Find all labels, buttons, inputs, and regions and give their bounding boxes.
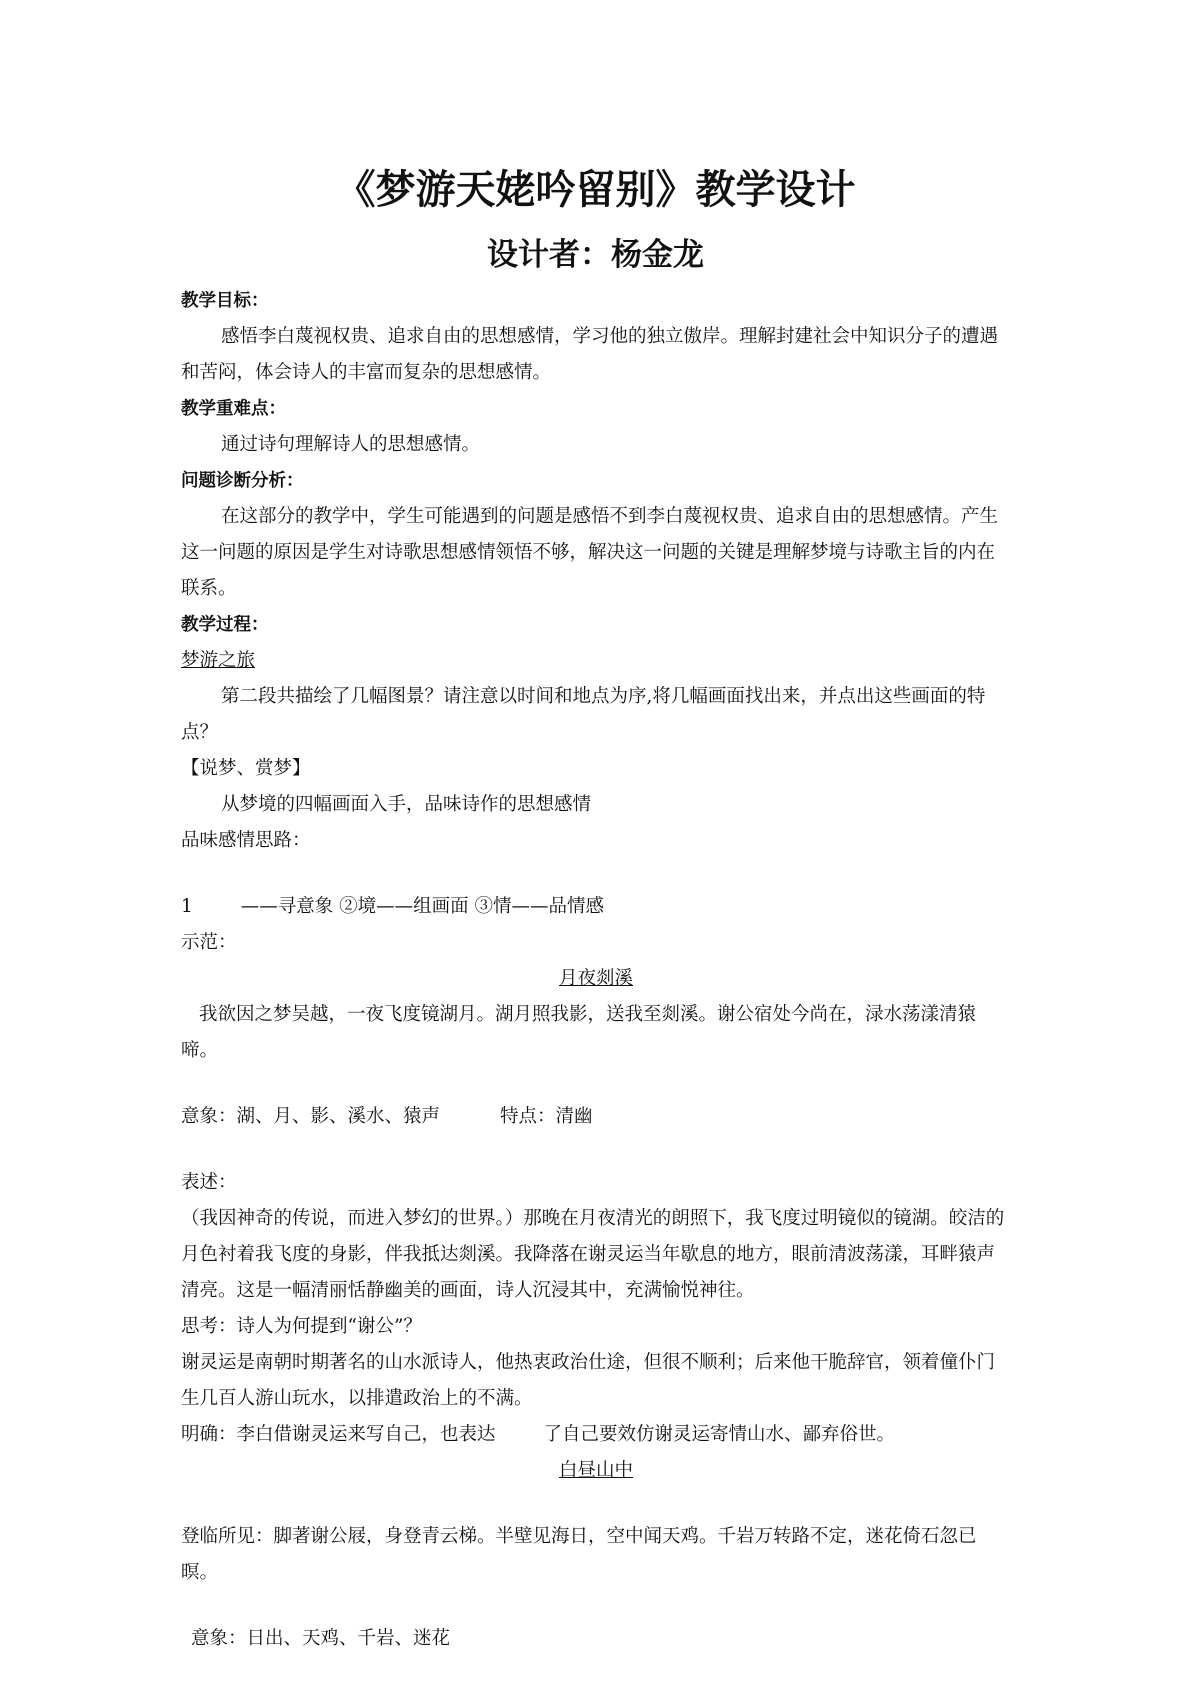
mingque-a: 明确：李白借谢灵运来写自己，也表达 xyxy=(181,1424,496,1445)
goal-text: 感悟李白蔑视权贵、追求自由的思想感情，学习他的独立傲岸。理解封建社会中知识分子的遭遇和苦闷，体会诗人的丰富而复杂的思想感情。 xyxy=(181,326,999,383)
scene1-text: 我欲因之梦吴越，一夜飞度镜湖月。湖月照我影，送我至剡溪。谢公宿处今尚在，渌水荡漾清猿啼。 xyxy=(181,1004,977,1061)
document-author: 设计者：杨金龙 xyxy=(487,237,704,273)
dream-trip-label: 梦游之旅 xyxy=(181,650,256,671)
pinwei-label: 品味感情思路： xyxy=(181,830,311,851)
spacer xyxy=(181,859,1011,889)
steps-number: 1 xyxy=(181,896,193,917)
diagnosis-heading: 问题诊断分析： xyxy=(181,471,304,491)
spacer xyxy=(181,1069,1011,1099)
key-text: 通过诗句理解诗人的思想感情。 xyxy=(221,434,481,455)
shuomeng-heading: 【说梦、赏梦】 xyxy=(181,758,311,779)
steps-line xyxy=(181,889,1011,925)
biaoshu-label: 表述： xyxy=(181,1172,237,1193)
spacer xyxy=(181,1591,1011,1621)
scene1-title: 月夜剡溪 xyxy=(558,968,633,989)
document-title: 《梦游天姥吟留别》教学设计 xyxy=(335,167,856,213)
scene1-images: 意象：湖、月、影、溪水、猿声 xyxy=(181,1106,441,1127)
xie-text: 谢灵运是南朝时期著名的山水派诗人，他热衷政治仕途，但很不顺利；后来他干脆辞官，领着僮仆门生几百人游山玩水，以排遣政治上的不满。 xyxy=(181,1352,996,1409)
mingque-line xyxy=(181,1417,1011,1453)
key-heading: 教学重难点： xyxy=(181,399,286,419)
scene2-text: 登临所见：脚著谢公屐，身登青云梯。半壁见海日，空中闻天鸡。千岩万转路不定，迷花倚石忽已暝。 xyxy=(181,1526,977,1583)
spacer xyxy=(181,1489,1011,1519)
goal-heading: 教学目标： xyxy=(181,291,269,311)
steps-text: ——寻意象 ②境——组画面 ③情——品情感 xyxy=(240,896,605,917)
biaoshu-text: （我因神奇的传说，而进入梦幻的世界。）那晚在月夜清光的朗照下，我飞度过明镜似的镜湖。皎洁的月色衬着我飞度的身影，伴我抵达剡溪。我降落在谢灵运当年歇息的地方，眼前清波荡漾，耳畔猿声清亮。这是一幅清丽恬静幽美的画面，诗人沉浸其中，充满愉悦神往。 xyxy=(181,1208,1005,1301)
mingque-b: 了自己要效仿谢灵运寄情山水、鄙弃俗世。 xyxy=(543,1424,896,1445)
scene1-feature: 特点：清幽 xyxy=(500,1106,593,1127)
scene1-analysis xyxy=(181,1099,1011,1135)
shuomeng-text: 从梦境的四幅画面入手，品味诗作的思想感情 xyxy=(221,794,592,815)
diagnosis-text: 在这部分的教学中，学生可能遇到的问题是感悟不到李白蔑视权贵、追求自由的思想感情。产生这一问题的原因是学生对诗歌思想感情领悟不够，解决这一问题的关键是理解梦境与诗歌主旨的内在联系。 xyxy=(181,506,999,599)
scene2-title: 白昼山中 xyxy=(558,1460,633,1481)
process-heading: 教学过程： xyxy=(181,615,269,635)
sikao-question: 思考：诗人为何提到“谢公”？ xyxy=(181,1316,422,1337)
question-one: 第二段共描绘了几幅图景？请注意以时间和地点为序,将几幅画面找出来，并点出这些画面的特点？ xyxy=(181,686,986,743)
spacer xyxy=(181,1135,1011,1165)
shifan-label: 示范： xyxy=(181,932,237,953)
scene2-images: 意象：日出、天鸡、千岩、迷花 xyxy=(191,1628,451,1649)
document-body xyxy=(181,283,1011,1657)
